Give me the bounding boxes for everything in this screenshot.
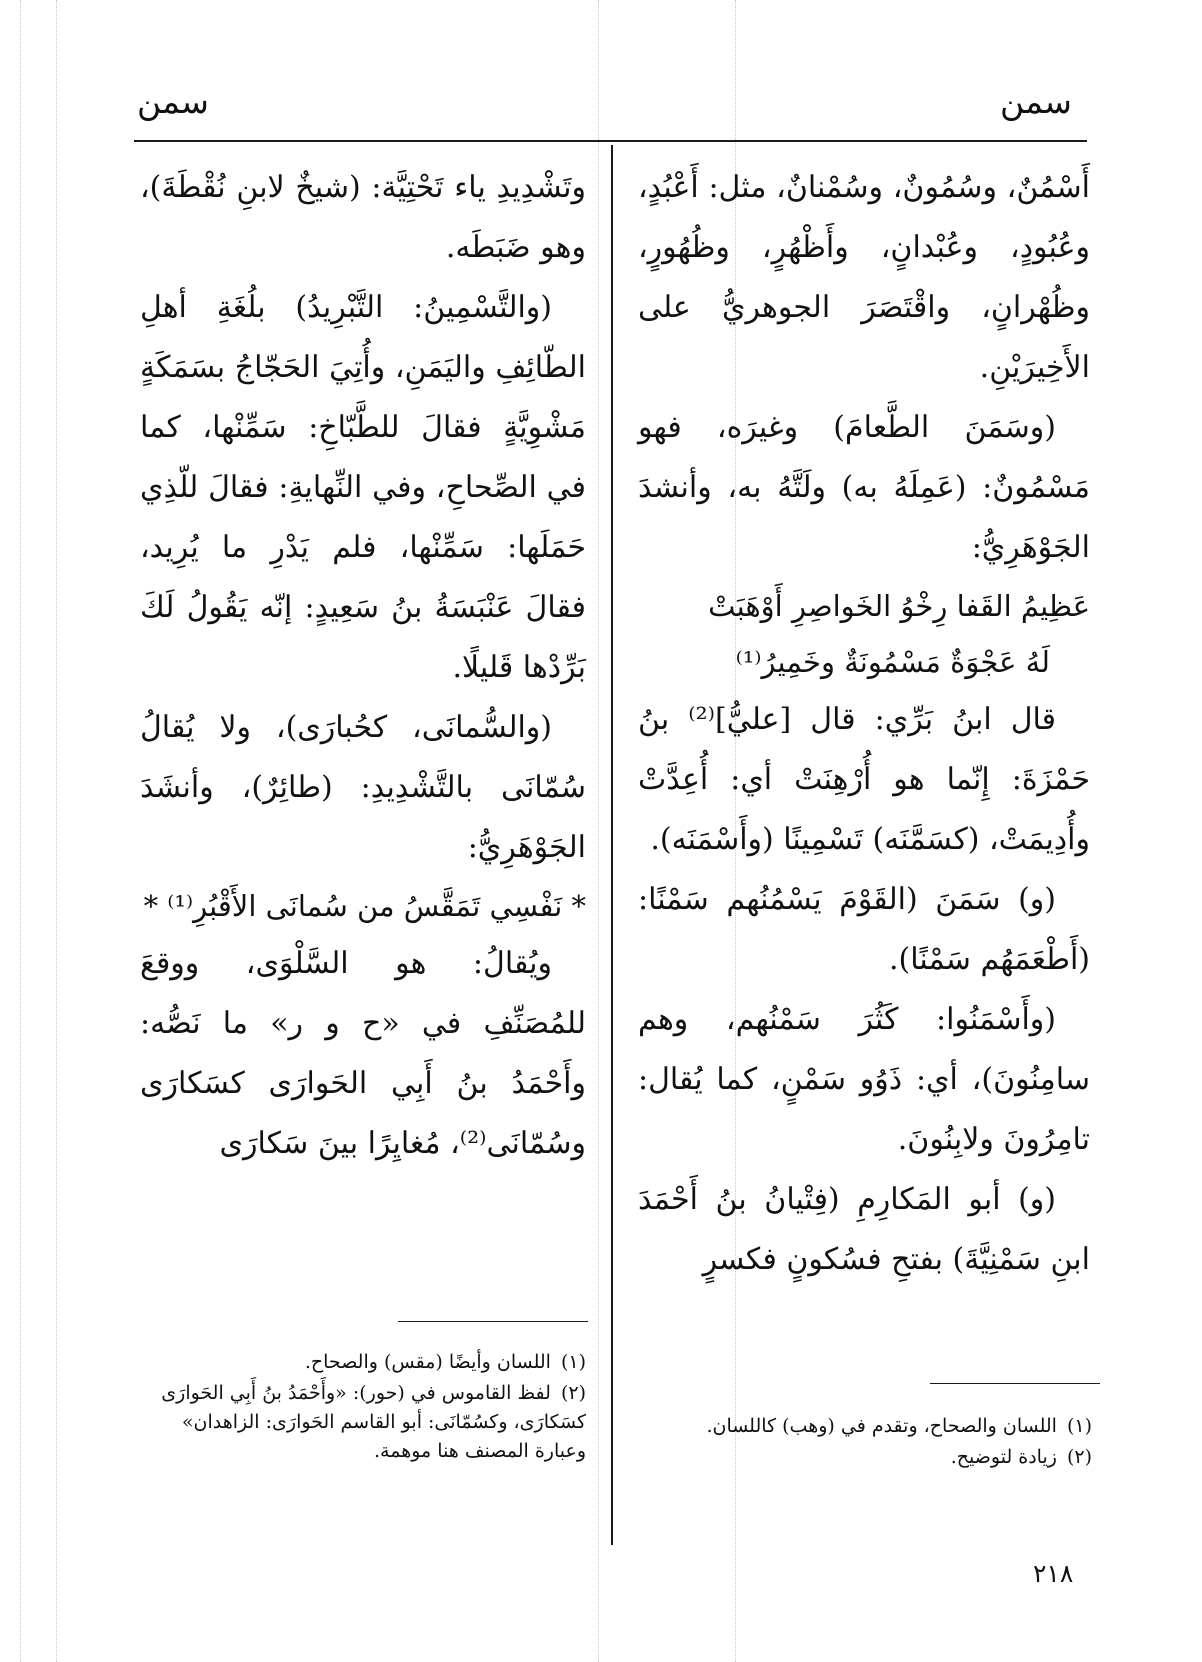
footnote-number: (٢)	[1066, 1446, 1092, 1468]
verse-line: لَهُ عَجْوَةٌ مَسْمُونَةٌ وخَمِيرُ⁽¹⁾	[735, 645, 1050, 679]
scan-guide-line	[56, 0, 57, 1662]
paragraph: قال ابنُ بَرِّي: قال [عليُّ]⁽²⁾ بنُ حَمْزَةَ: إِنّما هو أُرْهِنَتْ أي: أُعِدَّتْ وأُدِيمَتْ، (كسَمَّنَه) تَسْمِينًا (وأَسْمَنَه).	[638, 702, 1090, 857]
paragraph: (و) سَمَنَ (القَوْمَ يَسْمُنُهم سَمْنًا: (أَطْعَمَهُم سَمْنًا).	[638, 882, 1090, 977]
footnote-rule	[398, 1321, 588, 1322]
footnote-rule	[930, 1383, 1100, 1384]
column-divider	[611, 145, 613, 1545]
running-header-right: سمن	[1000, 82, 1072, 121]
footnotes-left	[140, 1348, 586, 1468]
footnote	[140, 1379, 586, 1466]
paragraph: (و) أبو المَكارِمِ (فِتْيانُ بنُ أَحْمَدَ ابنِ سَمْنِيَّةَ) بفتحِ فسُكونٍ فكسرٍ	[638, 1182, 1090, 1277]
footnote-text: زيادة لتوضيح.	[950, 1446, 1057, 1468]
right-column	[638, 158, 1090, 1290]
verse-line: * نَفْسِي تَمَقَّسُ من سُمانَى الأَقْبُرِ⁽¹⁾ *	[143, 889, 586, 923]
page-number: ٢١٨	[1033, 1559, 1074, 1588]
paragraph: وتَشْدِيدِ ياء تَحْتِيَّة: (شيخٌ لابنِ نُقْطَةَ)، وهو ضَبَطَه.	[140, 170, 586, 265]
footnote-text: اللسان والصحاح، وتقدم في (وهب) كاللسان.	[706, 1415, 1057, 1437]
paragraph: (والسُّمانَى، كحُبارَى)، ولا يُقالُ سُمّانَى بالتَّشْدِيدِ: (طائِرٌ)، وأنشَدَ الجَوْهَرِيُّ:	[140, 710, 586, 865]
scan-guide-line	[20, 0, 21, 1662]
paragraph: (وأَسْمَنُوا: كَثُرَ سَمْنُهم، وهم سامِنُونَ)، أي: ذَوُو سَمْنٍ، كما يُقال: تامِرُونَ ولابِنُونَ.	[638, 1002, 1090, 1157]
footnote	[640, 1443, 1092, 1472]
header-rule	[134, 140, 1087, 142]
left-column	[140, 158, 586, 1174]
scan-guide-line	[598, 0, 599, 1662]
footnote	[640, 1412, 1092, 1441]
footnote-text: لفظ القاموس في (حور): «وأَحْمَدُ بنُ أَبِي الحَوارَى كسَكارَى، وكسُمّانَى: أبو القاسم الحَوارَى: الزاهدان» وعبارة المصنف هنا موهمة.	[161, 1382, 586, 1462]
footnote-number: (١)	[1066, 1415, 1092, 1437]
footnote	[140, 1348, 586, 1377]
paragraph: (وسَمَنَ الطَّعامَ) وغيرَه، فهو مَسْمُونٌ: (عَمِلَهُ به) ولَتَّهُ به، وأنشدَ الجَوْهَرِيُّ:	[638, 410, 1090, 565]
footnote-number: (١)	[560, 1351, 586, 1373]
footnote-text: اللسان وأيضًا (مقس) والصحاح.	[304, 1351, 551, 1373]
paragraph: (والتَّسْمِينُ: التَّبْرِيدُ) بلُغَةِ أهلِ الطّائِفِ واليَمَنِ، وأُتِيَ الحَجّاجُ بسَمَكَةٍ مَشْوِيَّةٍ فقالَ للطَّبّاخِ: سَمِّنْها، كما في الصِّحاحِ، وفي النِّهايةِ: فقالَ للّذِي حَمَلَها: سَمِّنْها، فلم يَدْرِ ما يُرِيد، فقالَ عَنْبَسَةُ بنُ سَعِيدٍ: إنّه يَقُولُ لَكَ بَرِّدْها قَليلًا.	[140, 290, 586, 685]
paragraph: أَسْمُنٌ، وسُمُونٌ، وسُمْنانٌ، مثل: أَعْبُدٍ، وعُبُودٍ، وعُبْدانٍ، وأَظْهُرٍ، وظُهُورٍ، وظُهْرانٍ، واقْتَصَرَ الجوهريُّ على الأَخِيرَيْنِ.	[638, 170, 1090, 385]
footnotes-right	[640, 1412, 1092, 1474]
paragraph: ويُقالُ: هو السَّلْوَى، ووقعَ للمُصَنِّفِ في «ح و ر» ما نَصُّه: وأَحْمَدُ بنُ أَبِي الحَوارَى كسَكارَى وسُمّانَى⁽²⁾، مُغايِرًا بينَ سَكارَى	[140, 946, 586, 1161]
verse-line: عَظِيمُ القَفا رِخْوُ الخَواصِرِ أَوْهَبَتْ	[708, 589, 1090, 623]
running-header-left: سمن	[137, 82, 209, 121]
footnote-number: (٢)	[560, 1382, 586, 1404]
